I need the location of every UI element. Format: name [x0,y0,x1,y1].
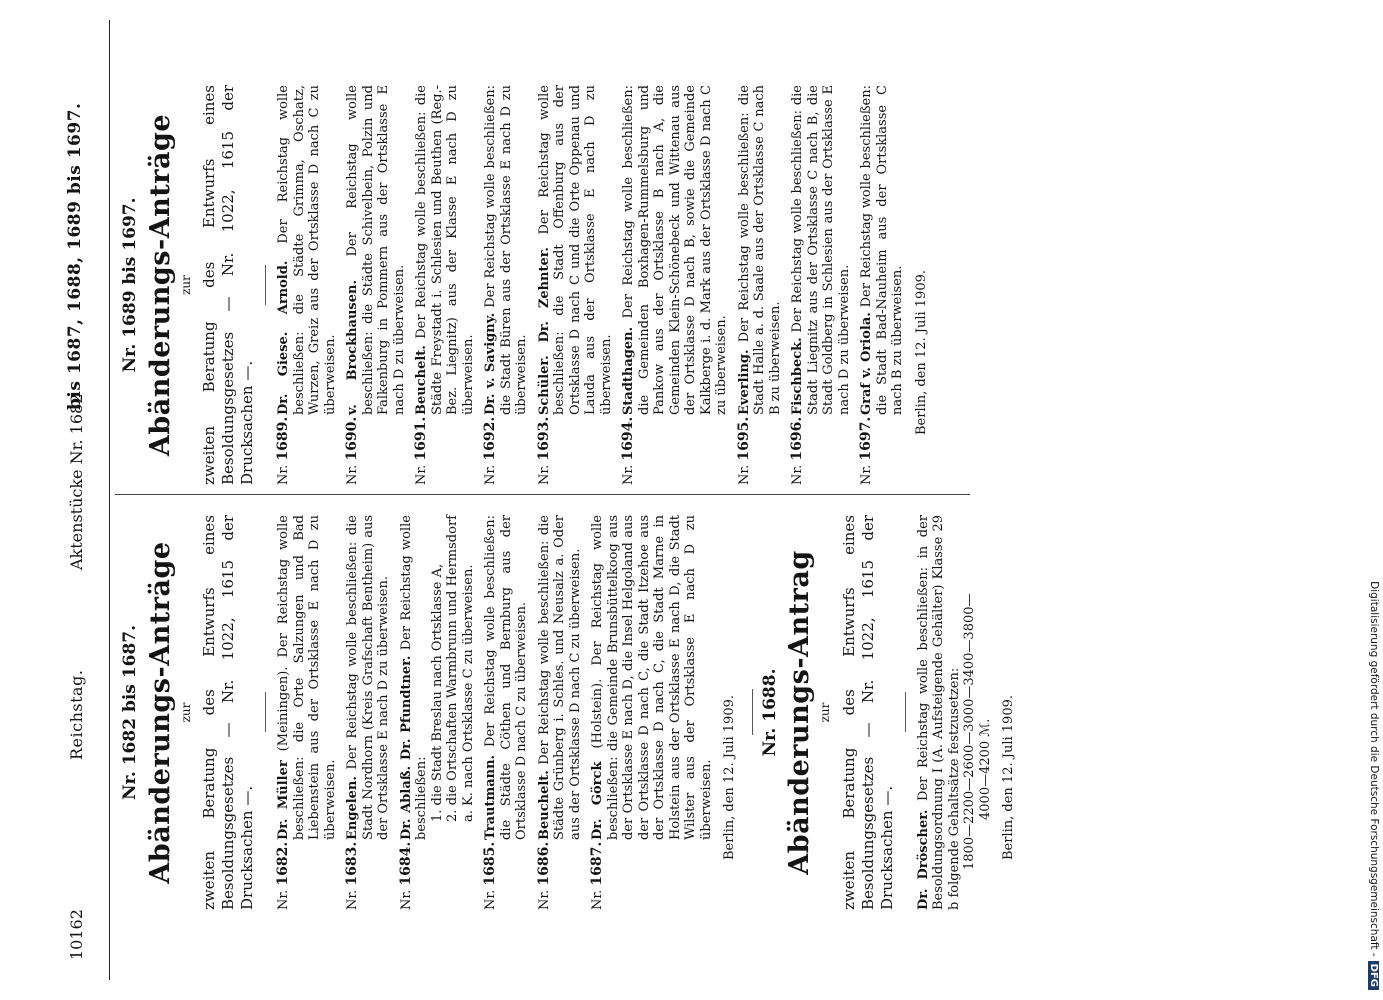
salary-scale-cont: 4000—4200 ℳ. [977,718,993,820]
header-rule [109,20,110,980]
motion-body [414,85,476,415]
section-range: Nr. 1688. [759,668,780,757]
motion-text: Der Reichstag wolle beschließen: die Stadt Büren aus der Ortsklasse E nach D zu überweisen. [483,85,529,415]
signature-line: Berlin, den 12. Juli 1909. [913,270,929,435]
rotated-page-content [45,0,1016,1000]
motion-author: Stadthagen. [621,326,636,415]
motion-number-value: 1682. [275,841,291,886]
motion-number-value: 1695. [735,416,752,461]
motion-entry [414,85,476,485]
motion-number-value: 1692. [482,416,498,461]
motion-number-value: 1686. [535,841,552,886]
motion-body [483,515,530,840]
section-title: Abänderungs-Antrag [784,550,815,875]
motion-number-value: 1693. [535,416,552,461]
section-zur: zur [178,702,193,723]
motion-text: Der Reichstag wolle beschließen: die Stadt Bad-Nauheim aus der Ortsklasse C nach B zu überweisen. [859,85,905,415]
motion-subitem: 1. die Stadt Breslau nach Ortsklasse A, [429,563,445,822]
motion-entry [859,85,906,485]
motion-number [790,415,852,485]
motion-entry [590,515,714,910]
motion-entry [483,515,530,910]
header-right: bis 1687, 1688, 1689 bis 1697. [65,102,85,410]
section-title: Abänderungs-Anträge [144,113,176,457]
motion-number-value: 1697. [858,416,874,461]
motion-entry [276,85,338,485]
digitization-credit [1366,10,1380,990]
motion-author: Dr. v. Savigny. [483,312,498,415]
motion-author: Fischbeck. [790,337,805,415]
motion-number-prefix: Nr. [345,889,360,910]
motion-body [859,85,906,415]
motion-number-prefix: Nr. [859,464,874,485]
motion-body [276,85,338,415]
motion-number-value: 1684. [397,841,414,886]
header-center: Aktenstücke Nr. 1682 [67,393,86,570]
page-header [45,0,105,1000]
section-lead: zweiten Beratung des Entwurfs eines Besoldungsgesetzes — Nr. 1022, 1615 der Drucksachen —. [839,515,896,910]
section-lead: zweiten Beratung des Entwurfs eines Besoldungsgesetzes — Nr. 1022, 1615 der Drucksachen —. [200,515,256,910]
section-zur: zur [178,275,193,295]
motion-body [345,85,407,415]
page-number: 10162 [67,909,86,960]
motion-number-value: 1694. [620,416,636,461]
digitization-text-wrap [1366,10,1380,990]
motion-entry [399,515,477,910]
motion-entry [345,85,407,485]
motion-number-prefix: Nr. [483,464,498,485]
left-column [120,514,1017,910]
motion-author: Beuchelt. [414,345,429,415]
motion-author: Everling. [736,349,752,415]
motion-author: v. Brockhausen. [345,280,360,415]
motion-number [276,840,338,910]
motion-number [537,415,615,485]
motion-author: Dr. Giese. Arnold. [276,260,291,415]
motion-number-prefix: Nr. [590,889,605,910]
motion-number [621,415,730,485]
motion-text: Der Reichstag wolle beschließen: die Gemeinden Boxhagen-Rummelsburg und Pankow aus der Ortsklasse B nach A, die Gemeinden Klein-Schönebeck und Wittenau aus der Ortsklasse D nach B, sowie die Gemeinde Kalkberge i. d. Mark aus der Ortsklasse D nach C zu überweisen. [621,85,729,415]
motion-author: Dr. Ablaß. Dr. Pfundtner. [398,655,414,840]
motion-number-value: 1683. [344,841,360,886]
motion-text: Der Reichstag wolle beschließen: die Stadt Halle a. d. Saale aus der Ortsklasse C nach B zu überweisen. [736,84,783,415]
motion-text: (Meiningen). Der Reichstag wolle beschließen: die Orte Salzungen und Bad Liebenstein aus der Ortsklasse E nach D zu überweisen. [276,514,338,840]
section-title: Abänderungs-Anträge [144,541,176,884]
header-left: Reichstag. [67,669,86,760]
motion-number [276,415,338,485]
motion-number-value: 1689. [275,416,291,461]
motion-body [790,85,852,415]
motion-number-prefix: Nr. [276,889,291,910]
motion-number-prefix: Nr. [276,464,291,485]
motion-number-value: 1690. [344,416,360,461]
motion-number-prefix: Nr. [736,464,752,485]
motion-author: Schüler. Dr. Zehnter. [536,247,552,415]
motion-entry [537,85,615,485]
motion-text: Der Reichstag wolle beschließen: die Städte Grimma, Oschatz, Wurzen, Greiz aus der Ortsklasse D nach C zu überweisen. [276,85,338,415]
motion-body [537,515,584,840]
short-rule [905,693,906,733]
motion-number [737,415,784,485]
motion-author: Dr. Dröscher. [915,809,931,910]
motion-text: Der Reichstag wolle beschließen: die Städte Freystadt i. Schlesien und Beuthen (Reg.-Bez. Liegnitz) aus der Klasse E nach D zu überweisen. [414,84,476,415]
motion-number [345,415,407,485]
right-column [120,84,929,485]
motion-body [345,515,392,840]
motion-number-value: 1691. [413,416,429,461]
motion-text: Der Reichstag wolle beschließen: [398,515,429,840]
motion-body [276,515,338,840]
motion-author: Trautmann. [483,754,498,840]
motion-entry [345,515,392,910]
section-zur: zur [818,702,832,723]
motion-number [859,415,906,485]
motion-number [590,840,714,910]
motion-number [483,840,530,910]
dfg-logo: DFG [1368,961,1379,990]
motion-number-prefix: Nr. [398,889,414,910]
motion-number-prefix: Nr. [536,464,552,485]
section-separator [752,690,753,736]
motion-text: Der Reichstag wolle beschließen: die Städte Cöthen und Bernburg aus der Ortsklasse D nach C zu überweisen. [483,515,529,840]
column-divider [115,494,970,495]
motion-body [621,85,730,415]
motion-number-prefix: Nr. [414,464,429,485]
motion-number-value: 1685. [482,841,498,886]
motion-number [414,415,476,485]
motion-body [483,85,530,415]
section-lead: zweiten Beratung des Entwurfs eines Besoldungsgesetzes — Nr. 1022, 1615 der Drucksachen —. [200,85,256,485]
motion-subitem: 2. die Ortschaften Warmbrunn und Hermsdorf a. K. nach Ortsklasse C zu überweisen. [445,515,476,822]
motion-body [916,515,963,910]
motion-number-prefix: Nr. [483,889,498,910]
motion-text: Der Reichstag wolle beschließen: die Stadt Liegnitz aus der Ortsklasse C nach B, die Stadt Goldberg in Schlesien aus der Ortsklasse E nach D zu überweisen. [790,85,852,415]
motion-number [399,840,477,910]
signature-line: Berlin, den 12. Juli 1909. [722,695,737,860]
motion-number-prefix: Nr. [621,464,636,485]
motion-number [537,840,584,910]
motion-body [537,85,615,415]
short-rule [265,265,266,305]
motion-entry [276,515,338,910]
motion-text: Der Reichstag wolle beschließen: die Städte Schivelbein, Polzin und Falkenburg in Pommern aus der Ortsklasse E nach D zu überweisen. [345,85,407,415]
motion-author: Graf v. Oriola. [859,312,874,415]
salary-scale: 1800—2200—2600—3000—3400—3800— [962,593,977,870]
motion-author: Engelen. [345,776,360,840]
motion-text: (Holstein). Der Reichstag wolle beschließen: die Gemeinde Brunsbüttelkoog aus der Ortsklasse E nach D, die Insel Helgoland aus der Ortsklasse D nach C, die Stadt Itzehoe aus der Ortsklasse D nach C, die Stadt Marne in Holstein aus der Ortsklasse E nach D, die Stadt Wilster aus der Ortsklasse E nach D zu überweisen. [590,514,714,840]
motion-number-value: 1696. [789,416,805,461]
motion-number-prefix: Nr. [345,464,360,485]
motion-text: Der Reichstag wolle beschließen: in der Besoldungsordnung I (A. Aufsteigende Gehälter) Klasse 29 b folgende Gehaltsätze festzusetzen: [915,514,962,910]
motion-author: Dr. Görck [590,761,605,840]
motion-entry [790,85,852,485]
motion-text: Der Reichstag wolle beschließen: die Städte Grünberg i. Schles. und Neusalz a. Oder aus der Ortsklasse D nach C zu überweisen. [536,514,583,840]
motion-text: Der Reichstag wolle beschließen: die Stadt Nordhorn (Kreis Grafschaft Bentheim) aus der Ortsklasse E nach D zu überweisen. [345,515,391,840]
motion-body [399,515,477,840]
motion-number-prefix: Nr. [536,889,552,910]
motion-number [345,840,392,910]
motion-author: Beuchelt. [536,770,552,840]
short-rule [265,693,266,733]
section-range: Nr. 1689 bis 1697. [120,197,140,373]
motion-number [483,415,530,485]
section-range: Nr. 1682 bis 1687. [120,624,140,801]
motion-entry [737,85,784,485]
motion-number-value: 1687. [589,841,605,886]
motion-author: Dr. Müller [276,760,291,840]
digitization-text: Digitalisierung gefördert durch die Deutsche Forschungsgemeinschaft - [1368,581,1380,957]
motion-text: Der Reichstag wolle beschließen: die Stadt Offenburg aus der Ortsklasse D nach C und die Orte Oppenau und Lauda aus der Ortsklasse E nach D zu überweisen. [536,85,614,415]
motion-body [737,85,784,415]
motion-entry [537,515,584,910]
motion-number-prefix: Nr. [790,464,805,485]
motion-body [590,515,714,840]
motion-entry [483,85,530,485]
signature-line: Berlin, den 12. Juli 1909. [1001,695,1016,860]
motion-entry [621,85,730,485]
